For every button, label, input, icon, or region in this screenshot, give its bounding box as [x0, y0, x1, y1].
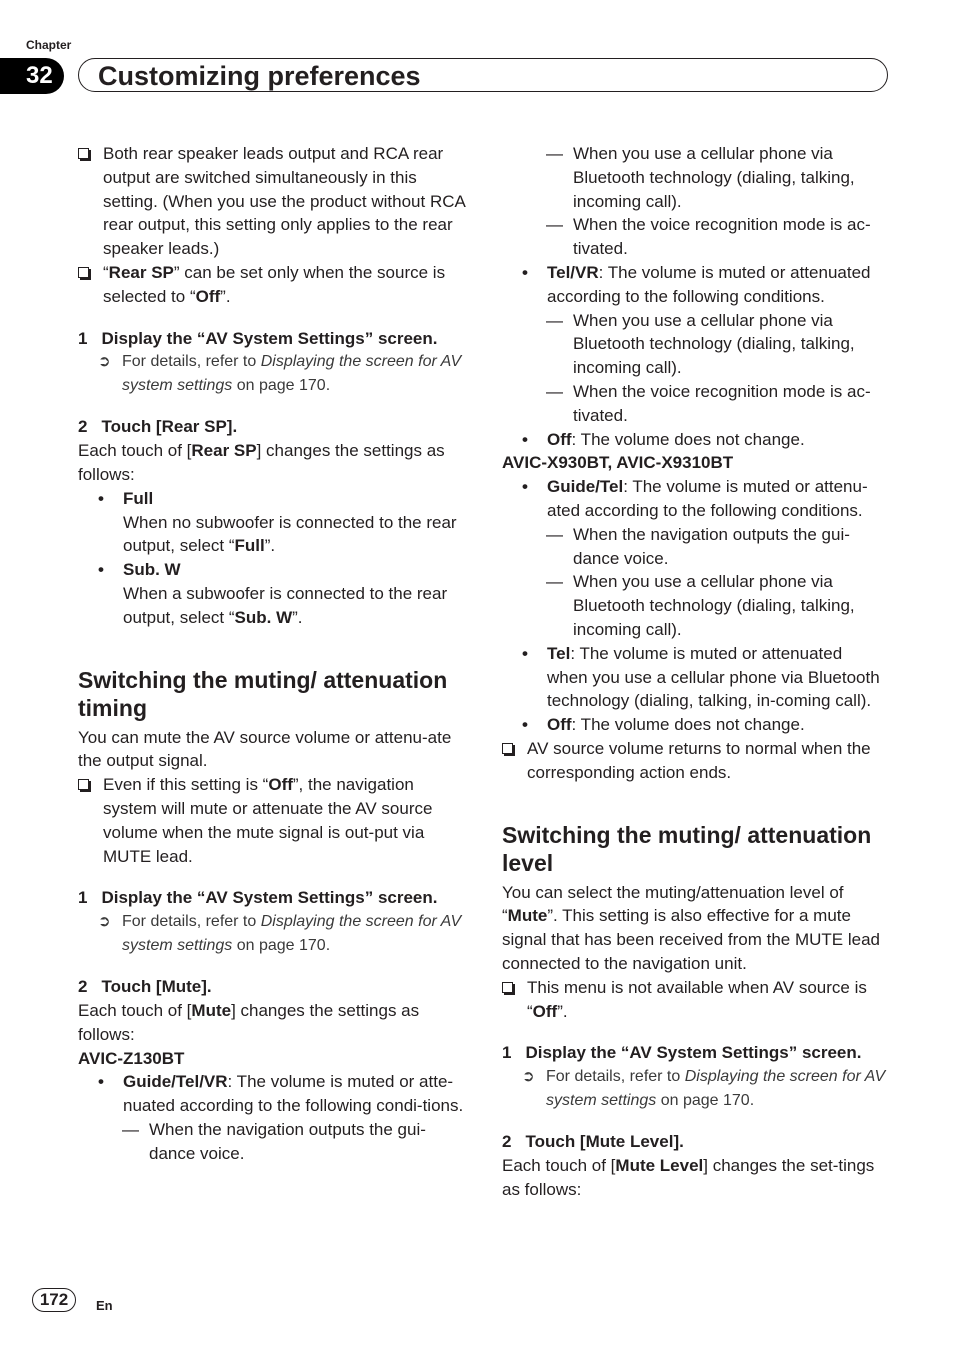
step-display-settings: 1 Display the “AV System Settings” screen.	[502, 1043, 862, 1063]
bullet-icon: •	[522, 477, 528, 497]
note-av-source-off: This menu is not available when AV source is “Off”.	[502, 976, 886, 1024]
dash-glyph: —	[122, 1119, 139, 1139]
bullet-icon: •	[522, 262, 528, 282]
note-box-icon	[502, 743, 513, 754]
list-item: • Off: The volume does not change.	[502, 713, 886, 737]
note-box-icon	[78, 779, 89, 790]
chapter-title: Customizing preferences	[98, 61, 421, 91]
note-box-icon	[78, 148, 89, 159]
chapter-label: Chapter	[26, 38, 72, 52]
bullet-icon: •	[522, 429, 528, 449]
dash-glyph: —	[546, 310, 563, 330]
note-box-icon	[78, 267, 89, 278]
bullet-icon: •	[98, 560, 104, 580]
note-action-ends: AV source volume returns to normal when the corresponding action ends.	[502, 737, 886, 785]
list-item: • Guide/Tel/VR: The volume is muted or atte-nuated according to the following condi-tions.	[98, 1072, 464, 1116]
dash-glyph: —	[546, 215, 563, 235]
cross-reference: ➲ For details, refer to Displaying the screen for AV system settings on page 170.	[502, 1065, 886, 1112]
step-touch-mute-level: 2 Touch [Mute Level].	[502, 1132, 684, 1152]
option-sub-w-description: When a subwoofer is connected to the rear output, select “Sub. W”.	[123, 583, 448, 627]
step-touch-mute: 2 Touch [Mute].	[78, 977, 212, 997]
condition-item: — When you use a cellular phone via Bluetooth technology (dialing, talking, incoming call).	[546, 572, 855, 639]
left-column	[78, 142, 466, 1166]
arrow-icon: ➲	[522, 1068, 535, 1086]
condition-item: — When the voice recognition mode is ac-tivated.	[546, 381, 871, 425]
model-heading: AVIC-X930BT, AVIC-X9310BT	[502, 453, 734, 473]
arrow-icon: ➲	[98, 353, 111, 371]
list-item: • Tel/VR: The volume is muted or attenuated according to the following conditions.	[522, 262, 871, 306]
section-title-level: Switching the muting/ attenuation level	[502, 821, 872, 876]
step-display-settings: 1 Display the “AV System Settings” screen.	[78, 328, 438, 348]
section-title-timing: Switching the muting/ attenuation timing	[78, 666, 448, 721]
dash-glyph: —	[546, 381, 563, 401]
page-number: 172	[32, 1288, 76, 1312]
condition-item: — When you use a cellular phone via Bluetooth technology (dialing, talking, incoming call).	[546, 144, 855, 211]
bullet-icon: •	[98, 488, 104, 508]
condition-item: — When you use a cellular phone via Bluetooth technology (dialing, talking, incoming call).	[546, 310, 855, 378]
language-code: En	[96, 1298, 113, 1313]
section-intro: You can mute the AV source volume or attenu-ate the output signal.	[78, 727, 452, 771]
condition-item: — When the voice recognition mode is ac-tivated.	[546, 215, 871, 259]
model-heading: AVIC-Z130BT	[78, 1048, 185, 1068]
list-item: • Tel: The volume is muted or attenuated when you use a cellular phone via Bluetooth technology (dialing, talking, in-coming call).	[522, 643, 880, 711]
note-rear-sp: “Rear SP” can be set only when the source is selected to “Off”.	[78, 261, 466, 309]
step-description: Each touch of [Rear SP] changes the settings as follows:	[78, 441, 445, 484]
bullet-icon: •	[522, 643, 528, 663]
note-mute-lead: Even if this setting is “Off”, the navigation system will mute or attenuate the AV source volume when the mute signal is out-put via MUTE lead.	[78, 773, 466, 868]
option-full-description: When no subwoofer is connected to the rear output, select “Full”.	[123, 512, 457, 556]
step-description: Each touch of [Mute Level] changes the set-tings as follows:	[502, 1155, 875, 1199]
step-display-settings: 1 Display the “AV System Settings” screen.	[78, 888, 438, 908]
step-description: Each touch of [Mute] changes the settings as follows:	[78, 1000, 420, 1044]
condition-item: — When the navigation outputs the gui-dance voice.	[546, 524, 850, 568]
cross-reference: ➲ For details, refer to Displaying the screen for AV system settings on page 170.	[78, 910, 466, 957]
option-sub-w: • Sub. W	[78, 558, 466, 582]
dash-glyph: —	[546, 524, 563, 544]
list-item: • Guide/Tel: The volume is muted or attenu-ated according to the following conditions.	[522, 477, 868, 520]
chapter-number: 32	[0, 58, 64, 94]
step-touch-rear-sp: 2 Touch [Rear SP].	[78, 417, 238, 437]
section-intro: You can select the muting/attenuation level of “Mute”. This setting is also effective for a mute signal that has been received from the MUTE lead connected to the navigation unit.	[502, 882, 880, 973]
note-box-icon	[502, 982, 513, 993]
bullet-icon: •	[522, 715, 528, 735]
cross-reference: ➲ For details, refer to Displaying the screen for AV system settings on page 170.	[78, 350, 466, 397]
right-column	[502, 142, 886, 1201]
condition-item: — When the navigation outputs the gui-dance voice.	[122, 1119, 426, 1163]
list-item: • Off: The volume does not change.	[502, 428, 886, 452]
option-full: • Full	[78, 487, 466, 511]
dash-glyph: —	[546, 144, 563, 163]
dash-glyph: —	[546, 572, 563, 592]
bullet-icon: •	[98, 1072, 104, 1092]
note-rear-output: Both rear speaker leads output and RCA rear output are switched simultaneously in this setting. (When you use the product without RCA rear output, this setting only applies to the rear speaker leads.)	[78, 142, 466, 261]
arrow-icon: ➲	[98, 913, 111, 931]
